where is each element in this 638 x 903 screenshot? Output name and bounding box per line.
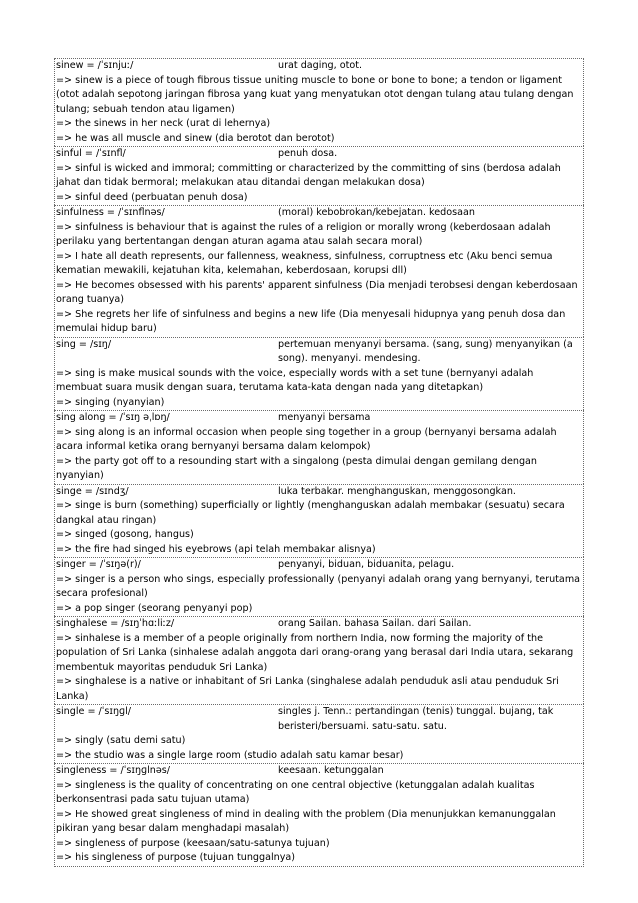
- dictionary-entry: [54, 484, 584, 558]
- dictionary-entry: [54, 763, 584, 867]
- entry-headword: sinfulness = /ˈsɪnflnəs/: [56, 207, 165, 218]
- entry-line: => the party got off to a resounding start with a singalong (pesta dimulai dengan gemilang dengan nyanyian): [56, 455, 537, 481]
- entry-line: => the sinews in her neck (urat di lehernya): [56, 118, 271, 129]
- entry-translation: singles j. Tenn.: pertandingan (tenis) tunggal. bujang, tak beristeri/bersuami. satu-satu. satu.: [278, 706, 554, 732]
- entry-translation: luka terbakar. menghanguskan, menggosongkan.: [278, 485, 516, 497]
- entry-translation: keesaan. ketunggalan: [278, 765, 384, 776]
- entry-line: => singleness of purpose (keesaan/satu-satunya tujuan): [56, 837, 330, 849]
- dictionary-entry: [54, 616, 584, 704]
- entry-line: => the fire had singed his eyebrows (api telah membakar alisnya): [56, 543, 376, 555]
- dictionary-entry: [54, 704, 584, 763]
- entry-translation: urat daging, otot.: [278, 60, 363, 71]
- entry-heading: [56, 147, 581, 162]
- entry-line: => singer is a person who sings, especially professionally (penyanyi adalah orang yang bernyanyi, terutama secara profesional): [56, 573, 581, 599]
- entry-headword: singe = /sɪndʒ/: [56, 485, 129, 497]
- entry-line: => singleness is the quality of concentrating on one central objective (ketunggalan adalah kualitas berkonsentrasi pada satu tujuan utama): [56, 779, 535, 805]
- entry-line: => He becomes obsessed with his parents' apparent sinfulness (Dia menjadi terobsesi dengan keberdosaan orang tuanya): [56, 279, 578, 305]
- entry-heading: [56, 411, 581, 426]
- entry-line: => sinful deed (perbuatan penuh dosa): [56, 191, 248, 203]
- entry-line: => sinew is a piece of tough fibrous tissue uniting muscle to bone or bone to bone; a tendon or ligament (otot adalah sepotong jaringan fibrosa yang kuat yang menyatukan otot dengan tulang atau tulang dengan tulang; sebuah tendon atau ligamen): [56, 74, 574, 115]
- entry-line: => singe is burn (something) superficially or lightly (menghanguskan adalah membakar (sesuatu) secara dangkal atau ringan): [56, 500, 565, 526]
- entry-translation: penyanyi, biduan, biduanita, pelagu.: [278, 559, 455, 570]
- entry-translation: (moral) kebobrokan/kebejatan. kedosaan: [278, 207, 475, 218]
- entry-line: => singing (nyanyian): [56, 396, 165, 408]
- entry-line: => singed (gosong, hangus): [56, 529, 194, 540]
- dictionary-entry: [54, 146, 584, 205]
- entry-heading: [56, 558, 581, 573]
- entry-heading: [56, 705, 581, 734]
- entry-heading: [56, 206, 581, 221]
- entry-line: => singly (satu demi satu): [56, 735, 186, 746]
- entry-translation: penuh dosa.: [278, 148, 338, 159]
- entry-line: => he was all muscle and sinew (dia berotot dan berotot): [56, 132, 335, 144]
- entry-line: => sinfulness is behaviour that is against the rules of a religion or morally wrong (keberdosaan adalah perilaku yang bertentangan dengan aturan agama atau salah secara moral): [56, 221, 551, 247]
- entry-heading: [56, 485, 581, 500]
- entry-headword: singhalese = /sɪŋˈhɑːliːz/: [56, 618, 175, 629]
- dictionary-page: [54, 58, 584, 867]
- entry-line: => sinful is wicked and immoral; committing or characterized by the committing of sins (berdosa adalah jahat dan tidak bermoral; melakukan atau ditandai dengan melakukan dosa): [56, 162, 561, 188]
- dictionary-entry: [54, 337, 584, 411]
- entry-line: => singhalese is a native or inhabitant of Sri Lanka (singhalese adalah penduduk asli atau penduduk Sri Lanka): [56, 676, 559, 702]
- entry-line: => sing is make musical sounds with the voice, especially words with a set tune (bernyanyi adalah membuat suara musik dengan suara, terutama kata-kata dengan nada yang ditetapkan): [56, 367, 534, 393]
- entry-headword: singer = /ˈsɪŋə(r)/: [56, 559, 141, 570]
- entry-headword: sing along = /ˈsɪŋ əˌlɒŋ/: [56, 412, 170, 423]
- entry-line: => his singleness of purpose (tujuan tunggalnya): [56, 852, 296, 863]
- entry-headword: sing = /sɪŋ/: [56, 338, 112, 350]
- entry-heading: [56, 338, 581, 367]
- dictionary-entry: [54, 58, 584, 146]
- dictionary-entry: [54, 410, 584, 484]
- entry-line: => sinhalese is a member of a people originally from northern India, now forming the majority of the population of Sri Lanka (sinhalese adalah anggota dari orang-orang yang berasal dari India utara, sekarang membentuk mayoritas penduduk Sri Lanka): [56, 632, 574, 673]
- entry-translation: menyanyi bersama: [278, 412, 371, 423]
- entry-heading: [56, 764, 581, 779]
- entry-line: => sing along is an informal occasion when people sing together in a group (bernyanyi bersama adalah acara informal ketika orang bernyanyi bersama dalam kelompok): [56, 426, 557, 452]
- entry-line: => the studio was a single large room (studio adalah satu kamar besar): [56, 749, 404, 761]
- entry-headword: singleness = /ˈsɪŋɡlnəs/: [56, 765, 171, 776]
- entry-line: => I hate all death represents, our fallenness, weakness, sinfulness, corruptness etc (Aku benci semua kematian mewakili, kejatuhan kita, kelemahan, keberdosaan, korupsi dll): [56, 250, 553, 276]
- dictionary-entry: [54, 205, 584, 337]
- entry-line: => She regrets her life of sinfulness and begins a new life (Dia menyesali hidupnya yang penuh dosa dan memulai hidup baru): [56, 308, 566, 334]
- entry-translation: pertemuan menyanyi bersama. (sang, sung) menyanyikan (a song). menyanyi. mendesing.: [278, 338, 573, 364]
- entry-headword: single = /ˈsɪŋɡl/: [56, 706, 132, 717]
- entry-translation: orang Sailan. bahasa Sailan. dari Sailan.: [278, 618, 472, 629]
- entry-headword: sinew = /ˈsɪnjuː/: [56, 60, 134, 71]
- entry-line: => a pop singer (seorang penyanyi pop): [56, 602, 253, 614]
- entry-heading: [56, 59, 581, 74]
- entry-headword: sinful = /ˈsɪnfl/: [56, 148, 126, 159]
- dictionary-entry: [54, 557, 584, 616]
- entry-heading: [56, 617, 581, 632]
- entry-line: => He showed great singleness of mind in dealing with the problem (Dia menunjukkan kemanunggalan pikiran yang besar dalam menghadapi masalah): [56, 808, 556, 834]
